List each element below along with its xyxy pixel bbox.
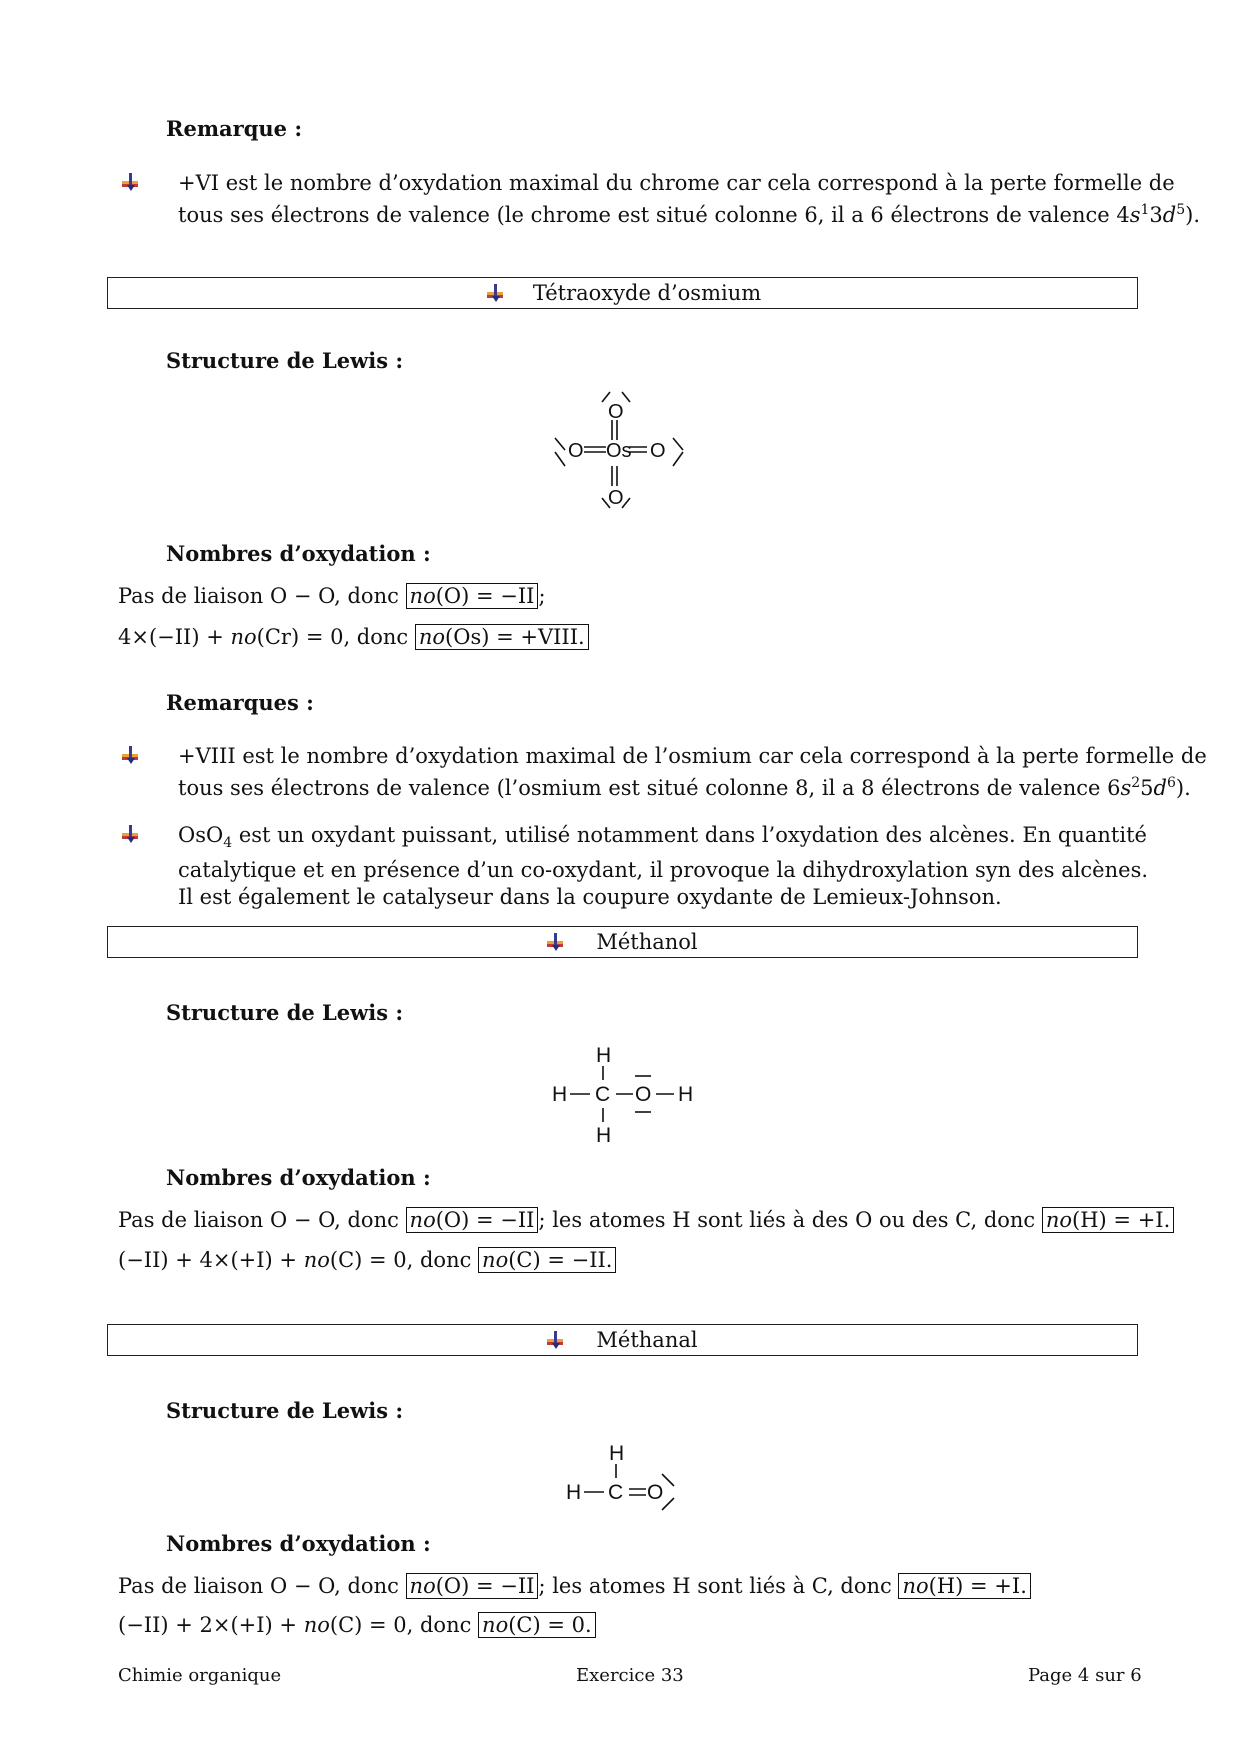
oxidation-line: 4×(−II) + no(Cr) = 0, donc no(Os) = +VIII. — [118, 622, 589, 652]
remarks-heading: Remarques : — [166, 690, 314, 715]
oxidation-heading: Nombres d’oxydation : — [166, 541, 431, 566]
footer-page-number: Page 4 sur 6 — [1028, 1665, 1142, 1686]
boxed-result: no(C) = −II. — [478, 1247, 616, 1273]
section-header-methanol — [107, 926, 1138, 958]
oxidation-line: Pas de liaison O − O, donc no(O) = −II ; les atomes H sont liés à des O ou des C, donc no(H) = +I. — [118, 1205, 1174, 1235]
oxidation-heading: Nombres d’oxydation : — [166, 1165, 431, 1190]
boxed-result: no(H) = +I. — [1042, 1207, 1174, 1233]
section-header-osmium — [107, 277, 1138, 309]
remark-line: tous ses électrons de valence (l’osmium est situé colonne 8, il a 8 électrons de valence $6s^25d^6$). — [178, 775, 1191, 800]
lewis-structure-oso4 — [550, 390, 700, 522]
oxidation-line: Pas de liaison O − O, donc no(O) = −II ; — [118, 584, 546, 608]
atom-o-bottom: O — [608, 487, 624, 509]
boxed-result: no(C) = 0. — [478, 1612, 596, 1638]
remark-line: tous ses électrons de valence (le chrome est situé colonne 6, il a 6 électrons de valence $4s^13d^5$). — [178, 202, 1201, 227]
section-title: Méthanal — [596, 1328, 698, 1352]
remark-line: +VIII est le nombre d’oxydation maximal de l’osmium car cela correspond à la perte formelle de — [178, 744, 1207, 768]
atom-os: Os — [606, 440, 632, 462]
remark-item-osmium — [178, 743, 1207, 802]
remark-line: Il est également le catalyseur dans la coupure oxydante de Lemieux-Johnson. — [178, 885, 1002, 910]
section-title: Tétraoxyde d’osmium — [532, 281, 762, 305]
bullet-icon — [122, 173, 138, 193]
oxidation-heading: Nombres d’oxydation : — [166, 1531, 431, 1556]
footer-center: Exercice 33 — [576, 1665, 684, 1686]
boxed-result: no(H) = +I. — [898, 1573, 1030, 1599]
oxidation-line: (−II) + 4×(+I) + no(C) = 0, donc no(C) = −II. — [118, 1245, 616, 1275]
atom-c: C — [608, 1481, 624, 1504]
oxidation-line: (−II) + 2×(+I) + no(C) = 0, donc no(C) = 0. — [118, 1610, 596, 1640]
atom-o: O — [647, 1481, 664, 1504]
boxed-result: no(O) = −II — [406, 1207, 539, 1233]
oxidation-line: Pas de liaison O − O, donc no(O) = −II ; les atomes H sont liés à C, donc no(H) = +I. — [118, 1571, 1031, 1601]
remark-line: OsO$_4$ est un oxydant puissant, utilisé notamment dans l’oxydation des alcènes. En quantité — [178, 823, 1147, 852]
boxed-result: no(Os) = +VIII. — [415, 624, 589, 650]
remark-item-oso4 — [178, 822, 1148, 911]
remark-item-chrome — [178, 170, 1200, 229]
atom-o-right: O — [650, 440, 666, 462]
lewis-structure-methanal — [562, 1438, 682, 1514]
lewis-heading: Structure de Lewis : — [166, 348, 404, 373]
lewis-heading: Structure de Lewis : — [166, 1398, 404, 1423]
footer-left: Chimie organique — [118, 1665, 282, 1686]
lewis-heading: Structure de Lewis : — [166, 1000, 404, 1025]
atom-h-top: H — [609, 1442, 625, 1465]
section-title: Méthanol — [596, 930, 698, 954]
bullet-icon — [122, 825, 138, 845]
atom-o: O — [635, 1083, 652, 1106]
boxed-result: no(O) = −II — [406, 1573, 539, 1599]
section-header-methanal — [107, 1324, 1138, 1356]
remark-line: +VI est le nombre d’oxydation maximal du chrome car cela correspond à la perte formelle de — [178, 171, 1175, 195]
atom-h-right: H — [678, 1083, 694, 1106]
atom-h-bottom: H — [596, 1124, 612, 1146]
atom-c: C — [595, 1083, 611, 1106]
remark-heading: Remarque : — [166, 116, 303, 141]
lewis-structure-methanol — [548, 1040, 708, 1146]
atom-o-left: O — [568, 440, 584, 462]
boxed-result: no(O) = −II — [406, 583, 539, 609]
bullet-icon — [122, 746, 138, 766]
remark-line: catalytique et en présence d’un co-oxydant, il provoque la dihydroxylation syn des alcènes. — [178, 858, 1149, 883]
atom-o-top: O — [608, 401, 624, 423]
atom-h-left: H — [566, 1481, 582, 1504]
atom-h-top: H — [596, 1044, 612, 1067]
atom-h-left: H — [552, 1083, 568, 1106]
